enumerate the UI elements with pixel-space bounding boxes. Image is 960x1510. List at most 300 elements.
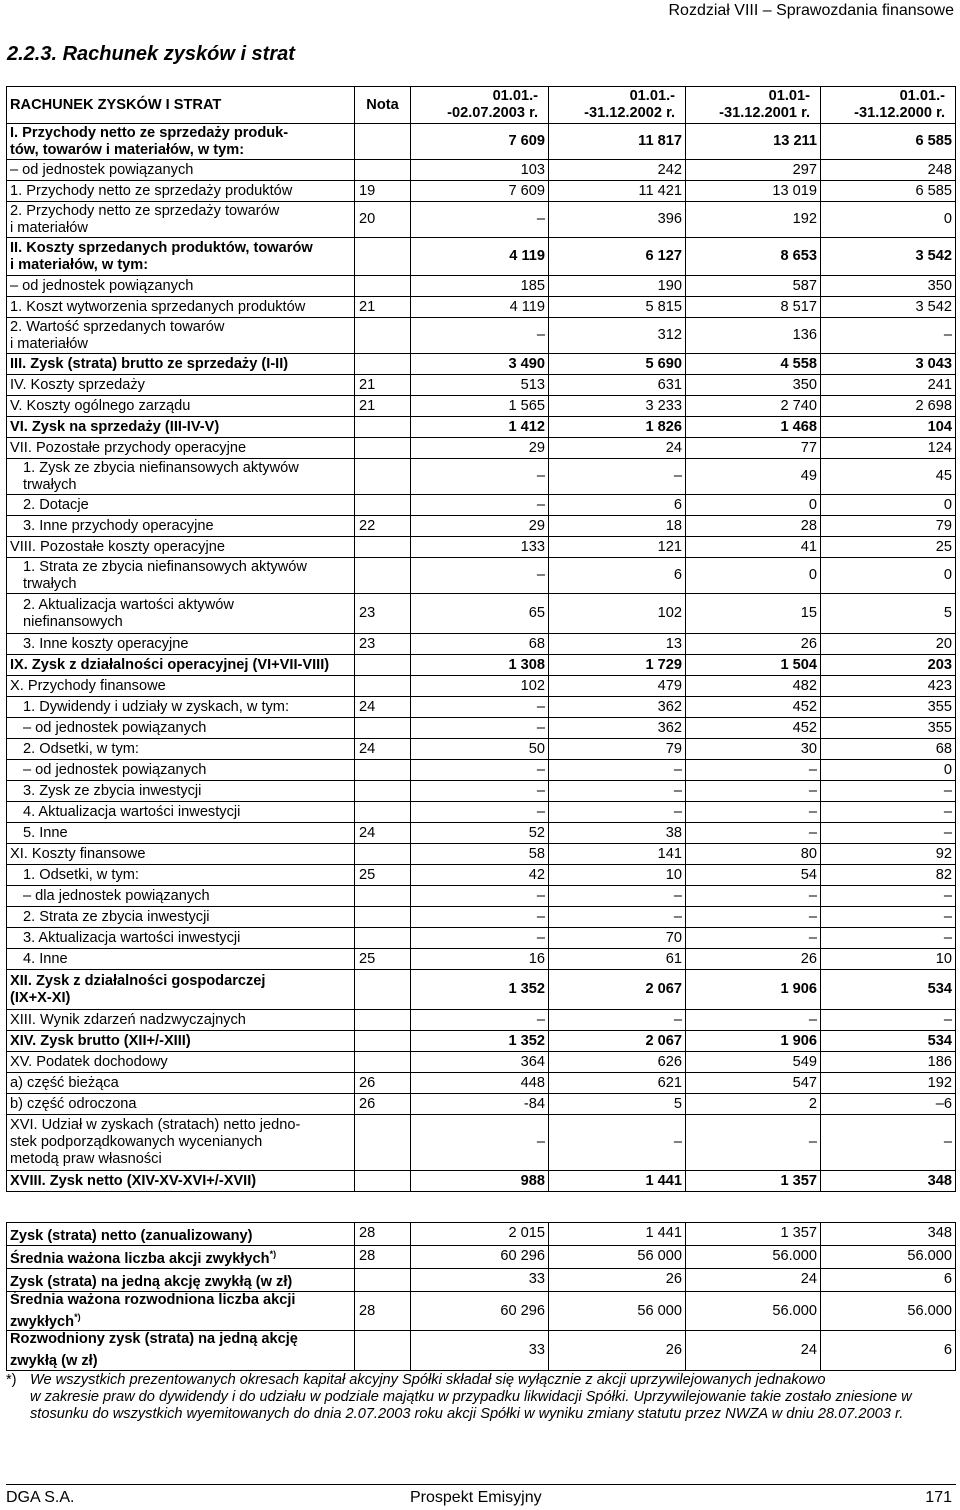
- row-nota: [355, 676, 411, 697]
- table-row: [7, 655, 956, 676]
- summary-value-period-4: 348: [821, 1223, 956, 1246]
- table-row: [7, 865, 956, 886]
- row-label: 3. Aktualizacja wartości inwestycji: [7, 928, 355, 949]
- summary-value-period-1: 60 296: [411, 1245, 549, 1268]
- row-value-period-4: –: [821, 802, 956, 823]
- row-value-period-2: 479: [549, 676, 686, 697]
- table-row: [7, 739, 956, 760]
- row-value-period-1: 185: [411, 276, 549, 297]
- row-value-period-4: 423: [821, 676, 956, 697]
- row-value-period-1: 29: [411, 438, 549, 459]
- row-value-period-2: 61: [549, 949, 686, 970]
- row-nota: [355, 417, 411, 438]
- row-nota: [355, 1171, 411, 1192]
- row-value-period-3: 26: [686, 949, 821, 970]
- period-header-1: 01.01.- -02.07.2003 r.: [411, 87, 549, 124]
- row-value-period-2: 5 815: [549, 297, 686, 318]
- row-value-period-3: –: [686, 907, 821, 928]
- row-nota: 21: [355, 375, 411, 396]
- row-value-period-4: 355: [821, 718, 956, 739]
- summary-label: Średnia ważona liczba akcji zwykłych: [10, 1250, 270, 1267]
- row-label: II. Koszty sprzedanych produktów, towarów i materiałów, w tym:: [7, 238, 355, 276]
- row-value-period-1: 364: [411, 1052, 549, 1073]
- row-value-period-3: 41: [686, 537, 821, 558]
- row-value-period-2: 121: [549, 537, 686, 558]
- row-value-period-1: –: [411, 781, 549, 802]
- row-nota: [355, 886, 411, 907]
- row-value-period-2: 3 233: [549, 396, 686, 417]
- row-nota: 23: [355, 634, 411, 655]
- row-value-period-2: 362: [549, 718, 686, 739]
- row-label: III. Zysk (strata) brutto ze sprzedaży (I-II): [7, 354, 355, 375]
- row-nota: [355, 459, 411, 495]
- table-row: [7, 1094, 956, 1115]
- row-nota: [355, 354, 411, 375]
- row-value-period-4: 192: [821, 1073, 956, 1094]
- row-value-period-2: –: [549, 886, 686, 907]
- summary-nota: 28: [355, 1245, 411, 1268]
- row-label: 1. Odsetki, w tym:: [7, 865, 355, 886]
- row-label: V. Koszty ogólnego zarządu: [7, 396, 355, 417]
- row-value-period-1: 50: [411, 739, 549, 760]
- row-label: X. Przychody finansowe: [7, 676, 355, 697]
- summary-label: Rozwodniony zysk (strata) na jedną akcję zwykłą (w zł): [10, 1331, 298, 1370]
- row-value-period-4: 355: [821, 697, 956, 718]
- row-value-period-4: 104: [821, 417, 956, 438]
- row-value-period-1: 42: [411, 865, 549, 886]
- row-value-period-2: 5: [549, 1094, 686, 1115]
- table-row: [7, 160, 956, 181]
- footnote-rest: w zakresie praw do dywidendy i do udziału w podziale majątku w przypadku likwidacji Spółki. Uprzywilejowanie takie zostało zniesione w stosunku do wszystkich wyemitowanych do dnia 2.07.2003 roku akcji Spółki w wyniku zmiany statutu przez NWZA w dniu 28.07.2003 r.: [30, 1389, 912, 1422]
- table-row: [7, 124, 956, 160]
- row-nota: [355, 495, 411, 516]
- row-value-period-1: –: [411, 459, 549, 495]
- row-value-period-3: –: [686, 1010, 821, 1031]
- row-label: 5. Inne: [7, 823, 355, 844]
- table-row: [7, 459, 956, 495]
- row-label: – od jednostek powiązanych: [7, 718, 355, 739]
- row-value-period-1: 513: [411, 375, 549, 396]
- row-nota: [355, 970, 411, 1010]
- row-value-period-2: 621: [549, 1073, 686, 1094]
- summary-row: [7, 1245, 956, 1268]
- row-value-period-3: 350: [686, 375, 821, 396]
- row-value-period-1: –: [411, 495, 549, 516]
- table-row: [7, 676, 956, 697]
- row-nota: [355, 1115, 411, 1171]
- row-value-period-3: 1 906: [686, 970, 821, 1010]
- row-value-period-2: 631: [549, 375, 686, 396]
- row-value-period-1: –: [411, 886, 549, 907]
- row-value-period-1: 3 490: [411, 354, 549, 375]
- row-value-period-1: 1 412: [411, 417, 549, 438]
- row-value-period-4: 45: [821, 459, 956, 495]
- row-value-period-4: 0: [821, 760, 956, 781]
- row-nota: 21: [355, 297, 411, 318]
- row-value-period-2: –: [549, 459, 686, 495]
- row-value-period-3: –: [686, 781, 821, 802]
- period-header-2: 01.01.- -31.12.2002 r.: [549, 87, 686, 124]
- row-value-period-4: –: [821, 823, 956, 844]
- row-nota: [355, 276, 411, 297]
- row-value-period-3: 0: [686, 558, 821, 594]
- row-nota: 22: [355, 516, 411, 537]
- summary-row: [7, 1331, 956, 1371]
- row-label: VIII. Pozostałe koszty operacyjne: [7, 537, 355, 558]
- row-nota: 23: [355, 594, 411, 634]
- summary-label-cell: [7, 1268, 355, 1291]
- row-label: 1. Koszt wytworzenia sprzedanych produktów: [7, 297, 355, 318]
- summary-value-period-1: 2 015: [411, 1223, 549, 1246]
- row-value-period-4: –: [821, 907, 956, 928]
- row-value-period-4: 3 542: [821, 297, 956, 318]
- row-value-period-4: 10: [821, 949, 956, 970]
- row-value-period-4: –: [821, 1010, 956, 1031]
- row-value-period-2: 242: [549, 160, 686, 181]
- row-value-period-2: –: [549, 1115, 686, 1171]
- row-value-period-2: 70: [549, 928, 686, 949]
- summary-row: [7, 1268, 956, 1291]
- row-value-period-2: 79: [549, 739, 686, 760]
- row-value-period-4: –: [821, 1115, 956, 1171]
- row-value-period-3: 13 019: [686, 181, 821, 202]
- summary-value-period-3: 56.000: [686, 1245, 821, 1268]
- row-nota: [355, 781, 411, 802]
- row-value-period-3: 77: [686, 438, 821, 459]
- summary-nota: [355, 1331, 411, 1371]
- row-value-period-1: 1 565: [411, 396, 549, 417]
- row-label: XI. Koszty finansowe: [7, 844, 355, 865]
- row-value-period-2: 18: [549, 516, 686, 537]
- row-label: I. Przychody netto ze sprzedaży produk- tów, towarów i materiałów, w tym:: [7, 124, 355, 160]
- table-row: [7, 181, 956, 202]
- row-value-period-3: 26: [686, 634, 821, 655]
- row-value-period-4: 534: [821, 1031, 956, 1052]
- row-label: a) część bieżąca: [7, 1073, 355, 1094]
- row-nota: [355, 238, 411, 276]
- row-label: 2. Przychody netto ze sprzedaży towarów i materiałów: [7, 202, 355, 238]
- summary-label-cell: [7, 1331, 355, 1371]
- summary-value-period-4: 6: [821, 1268, 956, 1291]
- row-value-period-3: 13 211: [686, 124, 821, 160]
- summary-value-period-2: 1 441: [549, 1223, 686, 1246]
- table-row: [7, 886, 956, 907]
- row-value-period-1: –: [411, 760, 549, 781]
- row-value-period-1: 4 119: [411, 238, 549, 276]
- footer-document: Prospekt Emisyjny: [410, 1489, 542, 1506]
- row-nota: [355, 124, 411, 160]
- row-value-period-2: –: [549, 760, 686, 781]
- table-row: [7, 1010, 956, 1031]
- table-row: [7, 558, 956, 594]
- table-row: [7, 781, 956, 802]
- row-value-period-1: –: [411, 802, 549, 823]
- summary-value-period-2: 26: [549, 1268, 686, 1291]
- table-row: [7, 202, 956, 238]
- summary-label: Zysk (strata) na jedną akcję zwykłą (w zł): [10, 1273, 293, 1290]
- row-value-period-3: 297: [686, 160, 821, 181]
- summary-nota: 28: [355, 1223, 411, 1246]
- row-value-period-3: 192: [686, 202, 821, 238]
- row-value-period-4: 5: [821, 594, 956, 634]
- footnote-reference: *): [269, 1248, 277, 1259]
- row-value-period-4: –6: [821, 1094, 956, 1115]
- summary-value-period-4: 6: [821, 1331, 956, 1371]
- row-value-period-2: 1 441: [549, 1171, 686, 1192]
- row-label: XV. Podatek dochodowy: [7, 1052, 355, 1073]
- row-value-period-2: 5 690: [549, 354, 686, 375]
- period-header-4: 01.01.- -31.12.2000 r.: [821, 87, 956, 124]
- row-value-period-3: 587: [686, 276, 821, 297]
- row-value-period-2: –: [549, 907, 686, 928]
- summary-value-period-3: 24: [686, 1331, 821, 1371]
- row-value-period-1: 65: [411, 594, 549, 634]
- footnote-mark: *): [6, 1372, 17, 1388]
- table-row: [7, 238, 956, 276]
- row-value-period-2: 141: [549, 844, 686, 865]
- row-nota: [355, 537, 411, 558]
- footer-divider: [6, 1484, 956, 1485]
- table-row: [7, 970, 956, 1010]
- row-value-period-4: 348: [821, 1171, 956, 1192]
- row-nota: [355, 928, 411, 949]
- row-value-period-4: 241: [821, 375, 956, 396]
- row-value-period-3: 30: [686, 739, 821, 760]
- row-nota: [355, 718, 411, 739]
- row-value-period-1: 1 352: [411, 970, 549, 1010]
- row-label: 3. Zysk ze zbycia inwestycji: [7, 781, 355, 802]
- row-value-period-3: 15: [686, 594, 821, 634]
- row-nota: [355, 1010, 411, 1031]
- row-value-period-2: 24: [549, 438, 686, 459]
- row-value-period-4: 248: [821, 160, 956, 181]
- summary-value-period-2: 56 000: [549, 1291, 686, 1331]
- row-value-period-3: –: [686, 760, 821, 781]
- summary-row: [7, 1223, 956, 1246]
- row-value-period-4: 25: [821, 537, 956, 558]
- nota-header: Nota: [355, 87, 411, 124]
- summary-value-period-1: 33: [411, 1331, 549, 1371]
- table-row: [7, 537, 956, 558]
- row-value-period-2: –: [549, 1010, 686, 1031]
- row-nota: [355, 438, 411, 459]
- row-value-period-4: 203: [821, 655, 956, 676]
- table-header-row: [7, 87, 956, 124]
- row-value-period-3: –: [686, 928, 821, 949]
- row-value-period-2: 2 067: [549, 1031, 686, 1052]
- row-value-period-2: 362: [549, 697, 686, 718]
- row-value-period-3: 136: [686, 318, 821, 354]
- row-value-period-2: 396: [549, 202, 686, 238]
- table-row: [7, 760, 956, 781]
- per-share-table: [6, 1222, 956, 1371]
- row-value-period-2: 2 067: [549, 970, 686, 1010]
- summary-value-period-4: 56.000: [821, 1245, 956, 1268]
- row-value-period-3: 2: [686, 1094, 821, 1115]
- income-statement-table: [6, 86, 956, 1192]
- row-value-period-4: 68: [821, 739, 956, 760]
- footnote: [6, 1372, 956, 1423]
- row-nota: 25: [355, 865, 411, 886]
- row-value-period-1: 7 609: [411, 181, 549, 202]
- row-value-period-4: –: [821, 781, 956, 802]
- row-label: XVIII. Zysk netto (XIV-XV-XVI+/-XVII): [7, 1171, 355, 1192]
- table-row: [7, 318, 956, 354]
- row-value-period-1: –: [411, 907, 549, 928]
- row-value-period-1: 448: [411, 1073, 549, 1094]
- row-value-period-1: –: [411, 558, 549, 594]
- summary-value-period-3: 1 357: [686, 1223, 821, 1246]
- summary-row: [7, 1291, 956, 1331]
- row-nota: [355, 1052, 411, 1073]
- row-nota: 19: [355, 181, 411, 202]
- row-value-period-1: 103: [411, 160, 549, 181]
- row-value-period-1: 68: [411, 634, 549, 655]
- row-value-period-3: 452: [686, 718, 821, 739]
- row-label: 4. Aktualizacja wartości inwestycji: [7, 802, 355, 823]
- summary-value-period-3: 56.000: [686, 1291, 821, 1331]
- row-label: – od jednostek powiązanych: [7, 276, 355, 297]
- row-value-period-1: 133: [411, 537, 549, 558]
- table-row: [7, 516, 956, 537]
- row-value-period-4: 2 698: [821, 396, 956, 417]
- table-row: [7, 354, 956, 375]
- row-value-period-3: 2 740: [686, 396, 821, 417]
- row-value-period-2: 1 826: [549, 417, 686, 438]
- table-row: [7, 844, 956, 865]
- summary-value-period-2: 26: [549, 1331, 686, 1371]
- row-label: 4. Inne: [7, 949, 355, 970]
- row-label: 2. Wartość sprzedanych towarów i materiałów: [7, 318, 355, 354]
- row-nota: 24: [355, 697, 411, 718]
- row-value-period-3: 547: [686, 1073, 821, 1094]
- table-row: [7, 297, 956, 318]
- row-nota: [355, 1031, 411, 1052]
- summary-label-cell: [7, 1291, 355, 1331]
- footer-page-number: 171: [925, 1489, 952, 1506]
- table-row: [7, 594, 956, 634]
- summary-value-period-4: 56.000: [821, 1291, 956, 1331]
- row-nota: 25: [355, 949, 411, 970]
- row-value-period-1: 16: [411, 949, 549, 970]
- row-value-period-2: 626: [549, 1052, 686, 1073]
- row-label: VI. Zysk na sprzedaży (III-IV-V): [7, 417, 355, 438]
- row-value-period-4: 534: [821, 970, 956, 1010]
- row-label: 1. Strata ze zbycia niefinansowych aktywów trwałych: [7, 558, 355, 594]
- row-label: 2. Odsetki, w tym:: [7, 739, 355, 760]
- row-value-period-4: 0: [821, 558, 956, 594]
- table-row: [7, 438, 956, 459]
- footnote-first-line: We wszystkich prezentowanych okresach kapitał akcyjny Spółki składał się wyłącznie z akcji uprzywilejowanych jednakowo: [30, 1372, 826, 1388]
- table-row: [7, 634, 956, 655]
- summary-nota: [355, 1268, 411, 1291]
- row-value-period-2: 1 729: [549, 655, 686, 676]
- row-label: 1. Zysk ze zbycia niefinansowych aktywów trwałych: [7, 459, 355, 495]
- row-value-period-1: -84: [411, 1094, 549, 1115]
- row-value-period-2: 6 127: [549, 238, 686, 276]
- summary-label: Zysk (strata) netto (zanualizowany): [10, 1227, 253, 1244]
- row-value-period-4: 82: [821, 865, 956, 886]
- table-row: [7, 928, 956, 949]
- row-value-period-2: 312: [549, 318, 686, 354]
- summary-label: Średnia ważona rozwodniona liczba akcji zwykłych: [10, 1291, 296, 1330]
- row-value-period-2: 11 421: [549, 181, 686, 202]
- row-value-period-4: 6 585: [821, 181, 956, 202]
- row-label: IX. Zysk z działalności operacyjnej (VI+VII-VIII): [7, 655, 355, 676]
- table-row: [7, 718, 956, 739]
- row-nota: [355, 760, 411, 781]
- row-nota: [355, 907, 411, 928]
- row-value-period-1: 102: [411, 676, 549, 697]
- row-value-period-2: 6: [549, 558, 686, 594]
- summary-label-cell: [7, 1223, 355, 1246]
- row-value-period-2: 11 817: [549, 124, 686, 160]
- row-label: 2. Dotacje: [7, 495, 355, 516]
- running-header: Rozdział VIII – Sprawozdania finansowe: [668, 2, 954, 19]
- row-value-period-3: 1 468: [686, 417, 821, 438]
- table-row: [7, 1031, 956, 1052]
- table-row: [7, 1171, 956, 1192]
- row-label: VII. Pozostałe przychody operacyjne: [7, 438, 355, 459]
- row-value-period-4: 6 585: [821, 124, 956, 160]
- row-value-period-1: 7 609: [411, 124, 549, 160]
- row-value-period-3: –: [686, 886, 821, 907]
- row-value-period-3: 1 504: [686, 655, 821, 676]
- row-label: XIII. Wynik zdarzeń nadzwyczajnych: [7, 1010, 355, 1031]
- row-value-period-4: 124: [821, 438, 956, 459]
- row-value-period-1: 52: [411, 823, 549, 844]
- summary-value-period-3: 24: [686, 1268, 821, 1291]
- row-value-period-3: 0: [686, 495, 821, 516]
- row-value-period-4: 0: [821, 202, 956, 238]
- row-label: 2. Aktualizacja wartości aktywów niefinansowych: [7, 594, 355, 634]
- period-header-3: 01.01- -31.12.2001 r.: [686, 87, 821, 124]
- row-label: b) część odroczona: [7, 1094, 355, 1115]
- row-label: XII. Zysk z działalności gospodarczej (IX+X-XI): [7, 970, 355, 1010]
- row-value-period-3: 1 906: [686, 1031, 821, 1052]
- row-nota: 24: [355, 823, 411, 844]
- table-row: [7, 396, 956, 417]
- row-value-period-1: –: [411, 318, 549, 354]
- table-row: [7, 907, 956, 928]
- row-value-period-4: 186: [821, 1052, 956, 1073]
- row-value-period-3: 8 517: [686, 297, 821, 318]
- row-value-period-1: –: [411, 202, 549, 238]
- row-label: 2. Strata ze zbycia inwestycji: [7, 907, 355, 928]
- summary-nota: 28: [355, 1291, 411, 1331]
- row-nota: [355, 844, 411, 865]
- row-value-period-2: 10: [549, 865, 686, 886]
- row-value-period-4: 3 542: [821, 238, 956, 276]
- row-value-period-3: –: [686, 1115, 821, 1171]
- row-nota: 20: [355, 202, 411, 238]
- table-row: [7, 1115, 956, 1171]
- row-value-period-3: 4 558: [686, 354, 821, 375]
- row-value-period-2: 6: [549, 495, 686, 516]
- row-value-period-3: 549: [686, 1052, 821, 1073]
- row-nota: 24: [355, 739, 411, 760]
- row-value-period-3: 1 357: [686, 1171, 821, 1192]
- row-label: XIV. Zysk brutto (XII+/-XIII): [7, 1031, 355, 1052]
- row-nota: [355, 802, 411, 823]
- row-value-period-2: 13: [549, 634, 686, 655]
- summary-value-period-1: 60 296: [411, 1291, 549, 1331]
- row-label: XVI. Udział w zyskach (stratach) netto jedno- stek podporządkowanych wycenianych metodą praw własności: [7, 1115, 355, 1171]
- summary-label-cell: [7, 1245, 355, 1268]
- row-value-period-1: 58: [411, 844, 549, 865]
- row-value-period-3: –: [686, 802, 821, 823]
- row-value-period-3: 8 653: [686, 238, 821, 276]
